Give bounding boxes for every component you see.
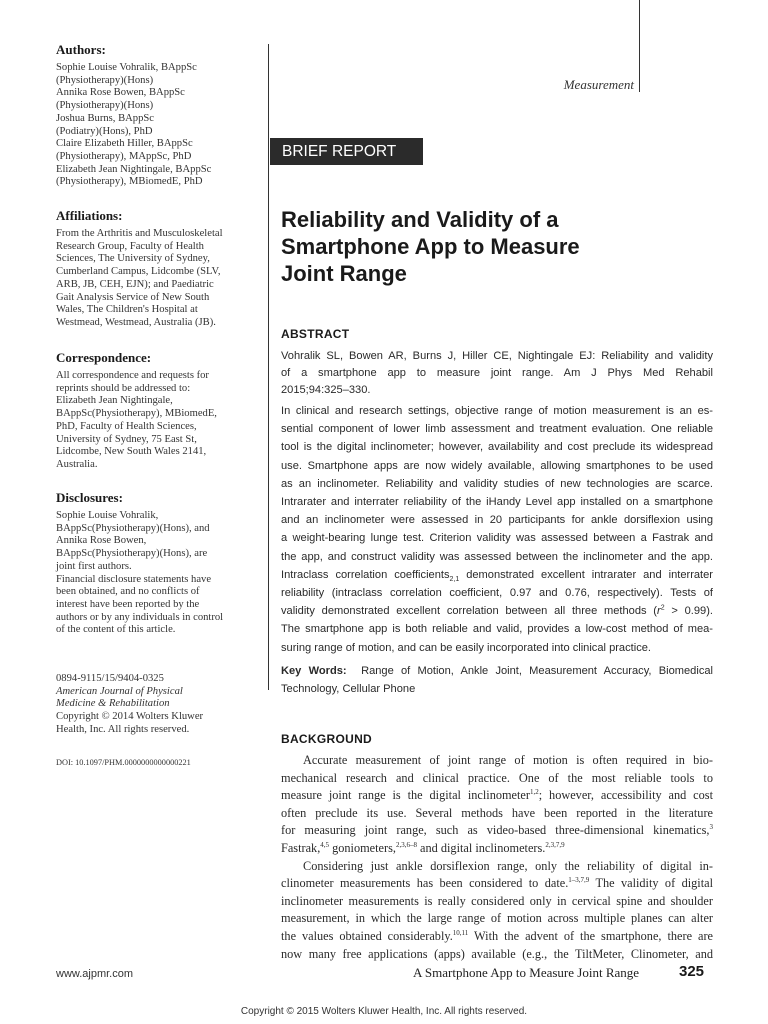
correspondence-line: PhD, Faculty of Health Sciences, (56, 420, 197, 432)
column-divider (268, 44, 269, 690)
citation-superscript: 2,3,6–8 (395, 840, 417, 849)
body-text: The validity of digital (589, 876, 713, 891)
citation-superscript: 1,2 (529, 788, 539, 797)
citation-line: Vohralik SL, Bowen AR, Burns J, Hiller CE, Nightingale EJ: Reliability and validity (281, 350, 713, 362)
keywords-text: Range of Motion, Ankle Joint, Measurement Accuracy, Biomedical (361, 665, 713, 677)
body-line: often preclude its use. Several methods have been reported in the literature (281, 805, 713, 820)
icc-text: demonstrated excellent intrarater and interrater (459, 568, 714, 581)
disclosure-line: Financial disclosure statements have (56, 573, 212, 585)
body-line (281, 822, 713, 840)
abstract-line: and an inclinometer were assessed in 20 participants for ankle dorsiflexion using (281, 514, 713, 527)
correspondence-line: University of Sydney, 75 East St, (56, 433, 197, 445)
abstract-line: suring range of motion, and can be easily incorporated into clinical practice. (281, 641, 651, 654)
citation-line: of a smartphone app to measure joint range. Am J Phys Med Rehabil (281, 367, 713, 379)
body-line (281, 875, 713, 893)
body-text: the values obtained considerably. (281, 928, 453, 943)
journal-name: Medicine & Rehabilitation (56, 698, 170, 710)
brief-report-label: BRIEF REPORT (282, 143, 397, 160)
publication-info (56, 673, 256, 737)
keywords-line (281, 662, 713, 680)
disclosures-section (56, 490, 256, 637)
author-line: (Physiotherapy), MAppSc, PhD (56, 150, 192, 162)
copyright-line: Copyright © 2014 Wolters Kluwer (56, 711, 204, 723)
issn: 0894-9115/15/9404-0325 (56, 673, 164, 684)
correspondence-line: All correspondence and requests for (56, 370, 209, 381)
title-line-1: Reliability and Validity of a (281, 207, 559, 232)
abstract-line: a weight-bearing lunge test. Criterion validity was assessed between a Fastrak and (281, 532, 713, 545)
abstract-line: sential component of lower limb assessment and treatment evaluation. One reliable (281, 423, 713, 436)
title-line-3: Joint Range (281, 261, 407, 286)
body-line (281, 928, 713, 946)
author-line: Sophie Louise Vohralik, BAppSc (56, 62, 197, 73)
author-line: Claire Elizabeth Hiller, BAppSc (56, 138, 193, 150)
body-text: goniometers, (329, 840, 396, 855)
affiliations-section (56, 208, 256, 330)
journal-name: American Journal of Physical (56, 685, 183, 697)
body-line: now many free applications (apps) available (e.g., the TiltMeter, Clinometer, and (281, 946, 713, 961)
background-heading: BACKGROUND (281, 732, 372, 746)
citation-superscript: 3 (709, 823, 713, 832)
affiliation-line: Wales, The Children's Hospital at (56, 304, 198, 316)
affiliation-line: From the Arthritis and Musculoskeletal (56, 228, 223, 239)
validity-text: > 0.99). (664, 605, 713, 618)
article-title (281, 206, 580, 287)
validity-text: validity demonstrated excellent correlation between all three methods ( (281, 605, 658, 618)
header-rule (639, 0, 640, 92)
body-line (281, 787, 713, 805)
disclosure-line: interest have been reported by the (56, 598, 200, 610)
disclosure-line: Sophie Louise Vohralik, (56, 510, 159, 521)
body-line: Accurate measurement of joint range of motion is often required in bio- (303, 753, 713, 767)
icc-subscript: 2,1 (449, 576, 460, 584)
body-line: inclinometer measurements is really considered only in cervical spine and shoulder (281, 893, 713, 908)
body-line: mechanical research and clinical practice. One of the most reliable tools to (281, 770, 713, 785)
body-text: for measuring joint range, such as video-based three-dimensional kinematics, (281, 823, 710, 838)
author-line: (Physiotherapy)(Hons) (56, 100, 154, 112)
body-text: ; however, accessibility and cost (538, 788, 713, 803)
disclosure-line: BAppSc(Physiotherapy)(Hons), are (56, 548, 208, 560)
journal-url: www.ajpmr.com (56, 968, 134, 980)
disclosures-heading: Disclosures: (56, 490, 123, 505)
citation-line: 2015;94:325–330. (281, 384, 371, 396)
abstract-line: reliability (intraclass correlation coefficient, 0.97 and 0.76, respectively). Tests of (281, 587, 713, 600)
abstract-heading: ABSTRACT (281, 327, 350, 341)
body-line: measurement, in which the large range of motion across multiple planes can alter (281, 911, 713, 926)
abstract-line: In clinical and research settings, objective range of motion measurement is an es- (281, 405, 713, 417)
body-text: Fastrak, (281, 840, 321, 855)
author-line: Elizabeth Jean Nightingale, BAppSc (56, 163, 212, 175)
abstract-line: Intrarater and interrater reliability of the iHandy Level app installed on a smartphone (281, 496, 713, 509)
correspondence-line: Australia. (56, 458, 98, 470)
citation-superscript: 10,11 (452, 928, 469, 937)
correspondence-line: Elizabeth Jean Nightingale, (56, 395, 173, 407)
body-text: and digital inclinometers. (416, 840, 546, 855)
citation-superscript: 4,5 (320, 840, 330, 849)
body-text: clinometer measurements has been considered to date. (281, 876, 569, 891)
disclosure-line: Annika Rose Bowen, (56, 535, 147, 547)
disclosure-line: authors or by any individuals in control (56, 611, 224, 623)
author-line: Annika Rose Bowen, BAppSc (56, 87, 185, 99)
footer-copyright: Copyright © 2015 Wolters Kluwer Health, Inc. All rights reserved. (240, 1006, 528, 1017)
affiliation-line: Cumberland Campus, Lidcombe (SLV, (56, 266, 221, 278)
section-label: Measurement (563, 77, 634, 92)
citation-superscript: 1–3,7,9 (568, 876, 590, 885)
abstract-citation (281, 348, 713, 399)
affiliation-line: Gait Analysis Service of New South (56, 291, 210, 303)
page-number: 325 (679, 963, 705, 980)
author-line: Joshua Burns, BAppSc (56, 112, 154, 124)
author-line: (Physiotherapy)(Hons) (56, 74, 154, 86)
keywords (281, 662, 713, 698)
citation-superscript: 2,3,7,9 (545, 840, 565, 849)
affiliation-line: Research Group, Faculty of Health (56, 240, 204, 252)
abstract-line (281, 566, 713, 584)
body-text: With the advent of the smartphone, there are (468, 928, 713, 943)
running-title: A Smartphone App to Measure Joint Range (413, 965, 640, 980)
body-text: measure joint range is the digital inclinometer (281, 788, 530, 803)
keywords-line: Technology, Cellular Phone (281, 683, 416, 695)
disclosure-line: joint first authors. (56, 560, 132, 572)
background-body (281, 752, 713, 963)
disclosure-line: BAppSc(Physiotherapy)(Hons), and (56, 522, 210, 534)
authors-section (56, 42, 256, 189)
body-line (281, 840, 713, 858)
correspondence-line: reprints should be addressed to: (56, 382, 191, 394)
correspondence-line: BAppSc(Physiotherapy), MBiomedE, (56, 408, 217, 420)
abstract-line (281, 602, 713, 620)
abstract-line: use. Smartphone apps are now widely available, allowing smartphones to be used (281, 459, 713, 472)
affiliations-heading: Affiliations: (56, 208, 123, 223)
abstract-line: as an inclinometer. Reliability and validity studies of new technologies are scarce. (281, 477, 713, 490)
r-variable: r (657, 605, 661, 618)
keywords-label: Key Words: (281, 665, 347, 677)
title-line-2: Smartphone App to Measure (281, 234, 580, 259)
author-line: (Physiotherapy), MBiomedE, PhD (56, 176, 203, 188)
author-line: (Podiatry)(Hons), PhD (56, 125, 153, 137)
icc-text: Intraclass correlation coefficients (281, 568, 450, 581)
abstract-line: The smartphone app is both reliable and valid, provides a low-cost method of mea- (281, 623, 713, 636)
r-squared-superscript: 2 (660, 604, 665, 612)
body-line: Considering just ankle dorsiflexion range, only the reliability of digital in- (303, 858, 713, 873)
abstract-line: tool is the digital inclinometer; however, availability and cost preclude its widespread (281, 441, 713, 454)
abstract-body (281, 402, 713, 657)
affiliation-line: Westmead, Westmead, Australia (JB). (56, 316, 216, 328)
correspondence-line: Lidcombe, New South Wales 2141, (56, 446, 207, 458)
correspondence-section (56, 350, 256, 472)
affiliation-line: ARB, JB, CEH, EJN); and Paediatric (56, 278, 214, 290)
affiliation-line: Sciences, The University of Sydney, (56, 253, 210, 265)
disclosure-line: been obtained, and no conflicts of (56, 586, 200, 598)
doi: DOI: 10.1097/PHM.0000000000000221 (56, 758, 191, 767)
copyright-line: Health, Inc. All rights reserved. (56, 723, 190, 735)
brief-report-badge (270, 138, 423, 165)
authors-heading: Authors: (56, 42, 106, 57)
abstract-line: the app, and construct validity was assessed between the inclinometer and the app. (281, 550, 713, 563)
correspondence-heading: Correspondence: (56, 350, 152, 365)
disclosure-line: of the content of this article. (56, 624, 176, 636)
